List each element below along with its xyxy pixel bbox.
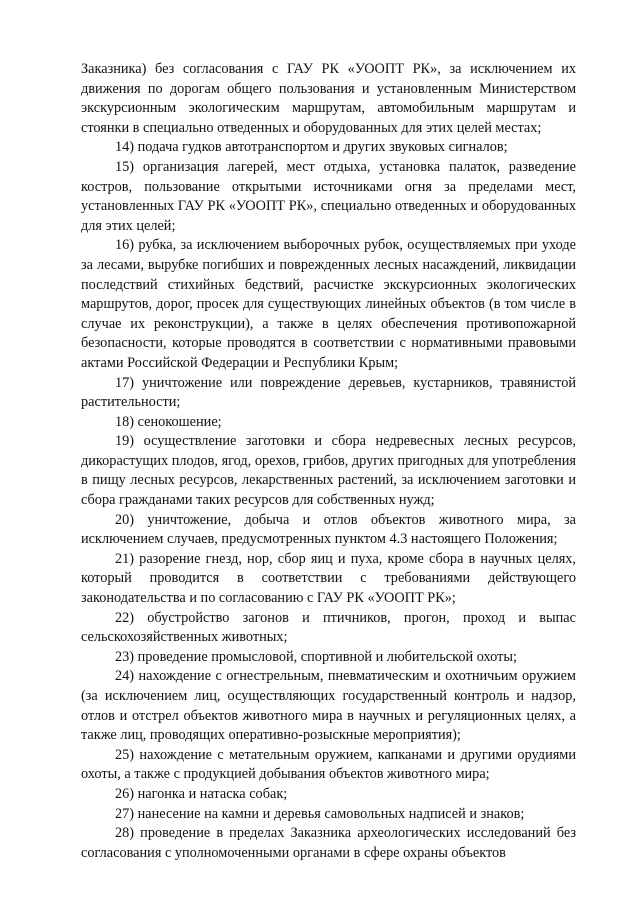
list-item-18: 18) сенокошение; bbox=[115, 413, 222, 430]
list-item-23: 23) проведение промысловой, спортивной и любительской охоты; bbox=[115, 648, 517, 665]
list-item-28: 28) проведение в пределах Заказника археологических исследований без согласования с уполномоченными органами в сфере охраны объектов bbox=[81, 825, 576, 861]
list-item-25: 25) нахождение с метательным оружием, капканами и другими орудиями охоты, а также с продукцией добывания объектов животного мира; bbox=[81, 746, 576, 783]
list-item-17: 17) уничтожение или повреждение деревьев, кустарников, травянистой растительности; bbox=[81, 374, 576, 411]
list-item-24: 24) нахождение с огнестрельным, пневматическим и охотничьим оружием (за исключением лиц, осуществляющих государственный контроль и надзор, отлов и отстрел объектов животного мира в научных и регуляционных целях, а также лиц, проводящих оперативно-розыскные мероприятия); bbox=[81, 668, 576, 744]
paragraph-continuation: Заказника) без согласования с ГАУ РК «УООПТ РК», за исключением их движения по дорогам общего пользования и установленным Министерством экскурсионным экологическим маршрутам, автомобильным маршрутам и стоянки в специально отведенных и оборудованных для этих целей местах; bbox=[81, 61, 576, 136]
list-item-21: 21) разорение гнезд, нор, сбор яиц и пуха, кроме сбора в научных целях, который проводится в соответствии с требованиями действующего законодательства и по согласованию с ГАУ РК «УООПТ РК»; bbox=[81, 550, 576, 607]
list-item-20: 20) уничтожение, добыча и отлов объектов животного мира, за исключением случаев, предусмотренных пунктом 4.3 настоящего Положения; bbox=[81, 511, 576, 548]
list-item-15: 15) организация лагерей, мест отдыха, установка палаток, разведение костров, пользование открытыми источниками огня за пределами мест, установленных ГАУ РК «УООПТ РК», специально отведенных и оборудованных для этих целей; bbox=[81, 158, 576, 234]
list-item-26: 26) нагонка и натаска собак; bbox=[115, 785, 288, 802]
list-item-19: 19) осуществление заготовки и сбора недревесных лесных ресурсов, дикорастущих плодов, ягод, орехов, грибов, других пригодных для употребления в пищу лесных ресурсов, лекарственных растений, за исключением заготовки и сбора гражданами таких ресурсов для собственных нужд; bbox=[81, 433, 576, 509]
list-item-14: 14) подача гудков автотранспортом и других звуковых сигналов; bbox=[115, 139, 508, 156]
list-item-27: 27) нанесение на камни и деревья самовольных надписей и знаков; bbox=[115, 805, 525, 822]
list-item-22: 22) обустройство загонов и птичников, прогон, проход и выпас сельскохозяйственных животных; bbox=[81, 609, 576, 646]
list-item-16: 16) рубка, за исключением выборочных рубок, осуществляемых при уходе за лесами, вырубке погибших и поврежденных лесных насаждений, ликвидации последствий стихийных бедствий, расчистке экскурсионных экологических маршрутов, дорог, просек для существующих линейных объектов (в том числе в случае их реконструкции), а также в целях обеспечения противопожарной безопасности, которые проводятся в соответствии с нормативными правовыми актами Российской Федерации и Республики Крым; bbox=[81, 237, 576, 371]
